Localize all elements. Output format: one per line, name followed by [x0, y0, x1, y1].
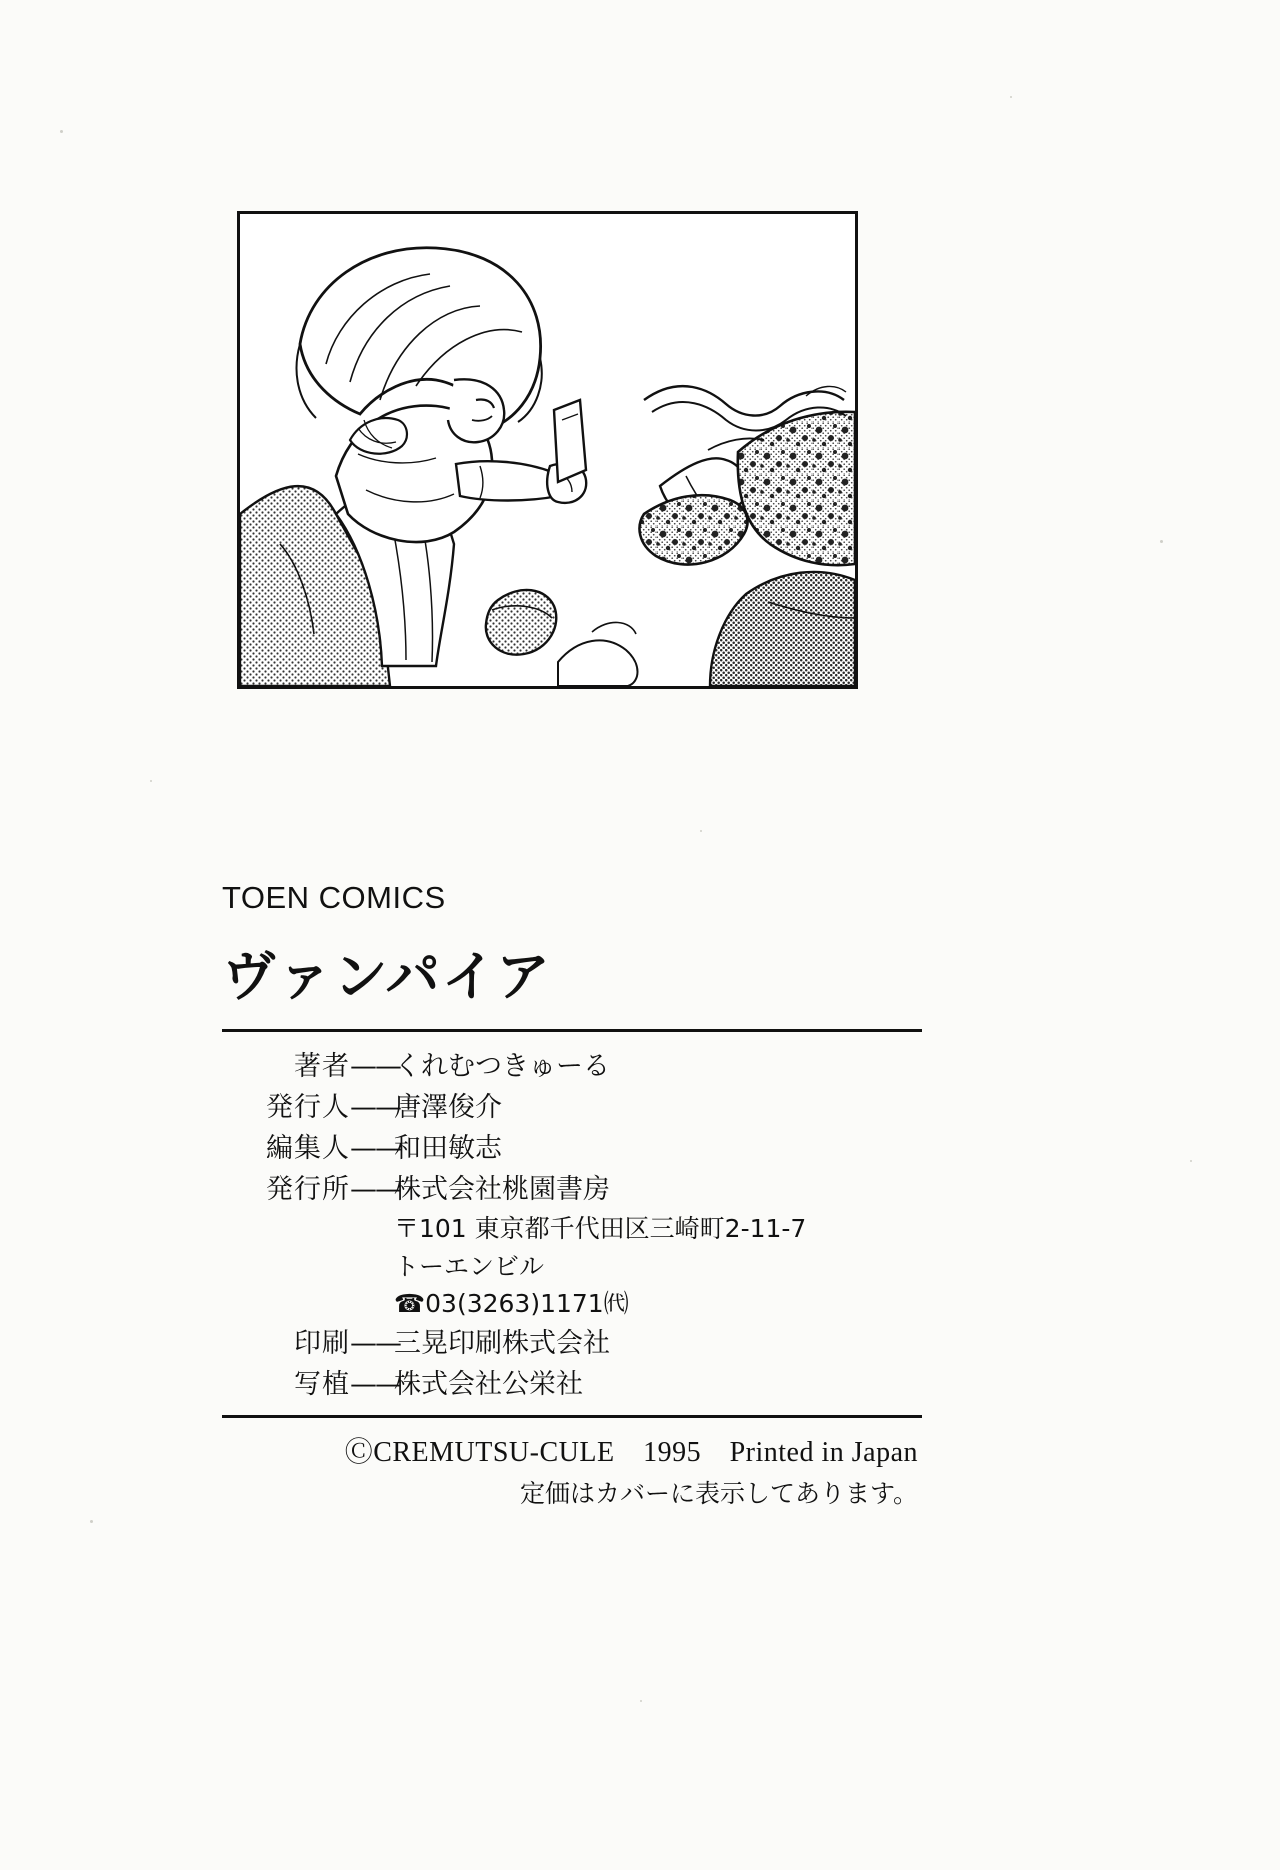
publisher-phone: ☎03(3263)1171㈹ — [394, 1289, 629, 1319]
credit-value: 三晃印刷株式会社 — [394, 1327, 610, 1359]
credit-row — [222, 1323, 922, 1364]
paper-speck — [90, 1520, 93, 1523]
footer-block — [222, 1430, 922, 1510]
credit-row — [222, 1169, 922, 1210]
credit-role: 写植 — [294, 1368, 350, 1400]
series-label: TOEN COMICS — [222, 880, 446, 915]
credit-role: 編集人 — [266, 1133, 350, 1165]
paper-speck — [640, 1700, 642, 1702]
credit-dash: —— — [350, 1174, 400, 1206]
book-title: ヴァンパイア — [222, 945, 553, 1008]
paper-speck — [700, 830, 702, 832]
credit-dash: —— — [350, 1051, 400, 1082]
colophon-block — [222, 880, 922, 1510]
credit-dash: —— — [350, 1092, 400, 1124]
divider-top — [222, 1029, 922, 1032]
credit-role: 著者 — [294, 1051, 350, 1082]
credit-row — [222, 1087, 922, 1128]
publisher-address-line: 〒101 東京都千代田区三崎町2-11-7 — [394, 1214, 807, 1244]
credit-row — [222, 1046, 922, 1087]
copyright-line: ⒸCREMUTSU-CULE 1995 Printed in Japan — [344, 1436, 918, 1468]
credit-value: 唐澤俊介 — [394, 1092, 502, 1124]
credit-row — [222, 1364, 922, 1405]
price-note: 定価はカバーに表示してあります。 — [519, 1478, 918, 1508]
credit-row — [222, 1128, 922, 1169]
credit-dash: —— — [350, 1327, 400, 1359]
credits-list — [222, 1046, 922, 1405]
paper-speck — [1160, 540, 1163, 543]
credit-value: 株式会社桃園書房 — [394, 1174, 610, 1206]
illustration-panel — [237, 211, 858, 689]
credit-value: くれむつきゅーる — [394, 1051, 610, 1082]
credit-value: 株式会社公栄社 — [394, 1368, 583, 1400]
publisher-address-line: トーエンビル — [394, 1251, 545, 1281]
credit-role: 発行人 — [266, 1092, 350, 1124]
credit-value: 和田敏志 — [394, 1133, 502, 1165]
paper-speck — [1010, 96, 1012, 98]
paper-speck — [60, 130, 63, 133]
paper-speck — [1190, 1160, 1192, 1162]
credit-role: 発行所 — [266, 1174, 350, 1206]
credit-dash: —— — [350, 1368, 400, 1400]
credit-dash: —— — [350, 1133, 400, 1165]
credit-role: 印刷 — [294, 1327, 350, 1359]
paper-speck — [150, 780, 152, 782]
divider-bottom — [222, 1415, 922, 1418]
